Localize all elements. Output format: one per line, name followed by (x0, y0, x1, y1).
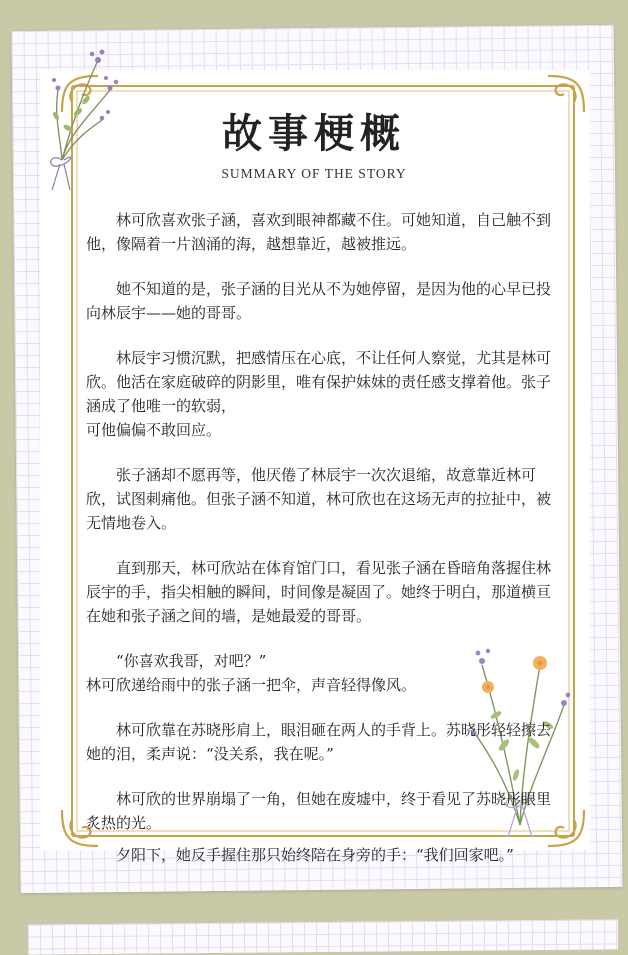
story-paragraph: 直到那天，林可欣站在体育馆门口，看见张子涵在昏暗角落握住林辰宇的手，指尖相触的瞬间，时间像是凝固了。她终于明白，那道横亘在她和张子涵之间的墙，是她最爱的哥哥。 (86, 559, 552, 625)
story-paragraph: 林可欣靠在苏晓彤肩上，眼泪砸在两人的手背上。苏晓彤轻轻擦去她的泪，柔声说：“没关系，我在呢。” (86, 721, 552, 763)
story-paragraph: 林辰宇习惯沉默，把感情压在心底，不让任何人察觉，尤其是林可欣。他活在家庭破碎的阴影里，唯有保护妹妹的责任感支撑着他。张子涵成了他唯一的软弱， 可他偏偏不敢回应。 (86, 349, 552, 439)
page-subtitle: SUMMARY OF THE STORY (221, 166, 407, 181)
page-title: 故事梗概 (222, 110, 406, 157)
story-paragraph: 林可欣喜欢张子涵，喜欢到眼神都藏不住。可她知道，自己触不到他，像隔着一片汹涌的海，越想靠近，越被推远。 (86, 211, 552, 253)
story-paragraph: “你喜欢我哥，对吧？” 林可欣递给雨中的张子涵一把伞，声音轻得像风。 (86, 652, 417, 694)
story-summary (86, 208, 560, 888)
grid-paper-sheet-next (28, 919, 618, 954)
story-paragraph: 林可欣的世界崩塌了一角，但她在废墟中，终于看见了苏晓彤眼里炙热的光。 (86, 790, 552, 832)
story-paragraph: 张子涵却不愿再等，他厌倦了林辰宇一次次退缩，故意靠近林可欣，试图刺痛他。但张子涵不知道，林可欣也在这场无声的拉扯中，被无情地卷入。 (86, 466, 552, 532)
story-paragraph: 她不知道的是，张子涵的目光从不为她停留，是因为他的心早已投向林辰宇——她的哥哥。 (86, 280, 552, 322)
story-paragraph: 夕阳下，她反手握住那只始终陪在身旁的手：“我们回家吧。” (116, 846, 514, 864)
